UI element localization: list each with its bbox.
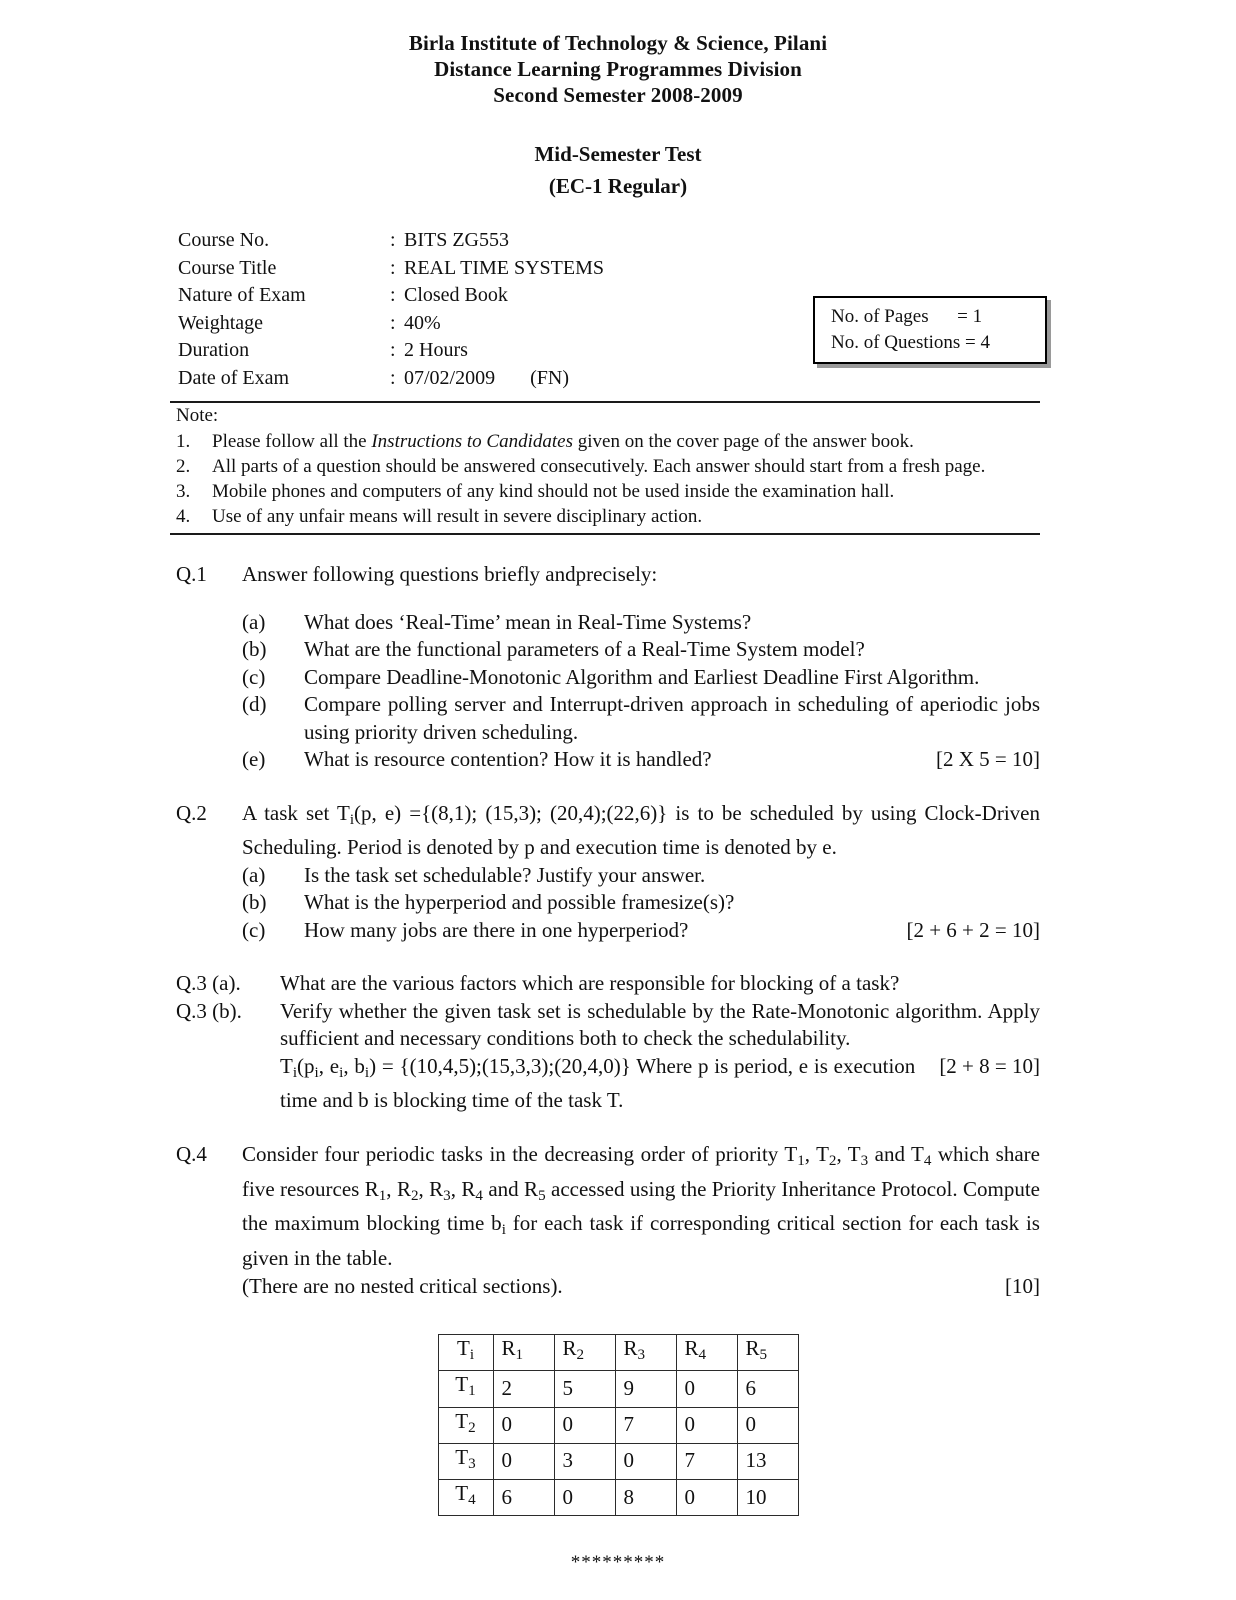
note-text-pre: Please follow all the bbox=[212, 431, 372, 452]
question-1-parts bbox=[176, 609, 1040, 774]
header-r5-sub: 5 bbox=[759, 1347, 768, 1364]
part-b-label: (b) bbox=[242, 890, 267, 915]
question-part bbox=[242, 889, 1040, 917]
q4-seg10: accessed using the Priority Inheritance Protocol. Compute the maximum blocking time b bbox=[242, 1176, 1040, 1236]
header-r1 bbox=[493, 1335, 554, 1371]
header-r4 bbox=[676, 1335, 737, 1371]
q4-seg9: and R bbox=[482, 1176, 539, 1201]
question-4-label: Q.4 bbox=[176, 1141, 207, 1166]
q4-seg4: and T bbox=[868, 1141, 924, 1166]
footer-asterisks: ********* bbox=[570, 1552, 666, 1574]
note-item bbox=[176, 454, 1040, 479]
duration-colon: : bbox=[390, 339, 396, 361]
question-row bbox=[176, 970, 1040, 998]
question-2-stem bbox=[242, 800, 1040, 862]
header-r3-base: R bbox=[623, 1336, 638, 1361]
q4-sub2: 2 bbox=[828, 1153, 837, 1170]
q4-seg8: , R bbox=[450, 1176, 476, 1201]
part-a-text: What does ‘Real-Time’ mean in Real-Time Systems? bbox=[304, 609, 752, 634]
course-info-section bbox=[0, 228, 1236, 393]
part-c-label-text: How many jobs are there in one hyperperiod? bbox=[304, 917, 689, 942]
cell-value: 8 bbox=[615, 1479, 676, 1515]
question-2-label: Q.2 bbox=[176, 800, 207, 825]
exam-title-block bbox=[0, 138, 1236, 202]
note-item-text: All parts of a question should be answered consecutively. Each answer should start from a fresh page. bbox=[212, 456, 986, 477]
part-a-label: (a) bbox=[242, 862, 266, 887]
question-1 bbox=[176, 561, 1040, 774]
header-r5-base: R bbox=[745, 1336, 760, 1361]
course-no-colon: : bbox=[390, 229, 396, 251]
formula-mid2: , b bbox=[343, 1053, 365, 1078]
note-item-number: 4. bbox=[176, 506, 191, 527]
note-item-text: Mobile phones and computers of any kind should not be used inside the examination hall. bbox=[212, 481, 895, 502]
blocking-time-table bbox=[438, 1334, 799, 1516]
cell-value: 0 bbox=[676, 1479, 737, 1515]
question-row bbox=[176, 1273, 1040, 1301]
spacer bbox=[0, 944, 1236, 970]
cell-value: 2 bbox=[493, 1371, 554, 1407]
question-2 bbox=[176, 800, 1040, 945]
course-info-row bbox=[178, 256, 604, 284]
no-of-pages-line: No. of Pages = 1 bbox=[831, 306, 983, 327]
course-info-row bbox=[178, 228, 604, 256]
part-c-label: (c) bbox=[242, 917, 266, 942]
spacer bbox=[176, 589, 1040, 609]
row-task-label bbox=[438, 1443, 493, 1479]
part-b-text: What is the hyperperiod and possible framesize(s)? bbox=[304, 890, 735, 915]
q4-sub10: i bbox=[501, 1222, 506, 1239]
table-row bbox=[438, 1443, 798, 1479]
question-row bbox=[176, 1053, 1040, 1115]
q2-stem-part-a: A task set T bbox=[242, 800, 350, 825]
question-1-label: Q.1 bbox=[176, 562, 207, 586]
question-row bbox=[176, 561, 1040, 589]
course-info-row bbox=[178, 283, 604, 311]
part-e-text bbox=[304, 746, 1040, 774]
q4-sub7: 3 bbox=[443, 1187, 451, 1204]
formula-p-sub: i bbox=[314, 1064, 319, 1081]
formula-mid1: , e bbox=[318, 1053, 340, 1078]
formula-b-sub: i bbox=[364, 1064, 370, 1081]
indent-cell bbox=[176, 862, 242, 945]
q4-sub8: 4 bbox=[475, 1187, 483, 1204]
cell-value: 10 bbox=[737, 1479, 798, 1515]
division-name: Distance Learning Programmes Division bbox=[434, 57, 802, 81]
course-no-label: Course No. bbox=[178, 229, 270, 251]
header-r1-sub: 1 bbox=[515, 1347, 524, 1364]
question-2-parts-cell bbox=[242, 862, 1040, 945]
indent-cell bbox=[176, 1273, 242, 1301]
cell-value: 0 bbox=[554, 1479, 615, 1515]
cell-value: 7 bbox=[615, 1407, 676, 1443]
part-a-label: (a) bbox=[242, 609, 266, 634]
part-b-text: What are the functional parameters of a Real-Time System model? bbox=[304, 637, 865, 661]
part-e-label: (e) bbox=[242, 747, 266, 771]
question-part bbox=[242, 691, 1040, 746]
spacer bbox=[0, 535, 1236, 561]
header-task-base: T bbox=[456, 1336, 470, 1361]
duration-label: Duration bbox=[178, 339, 250, 361]
part-c-label: (c) bbox=[242, 664, 266, 689]
question-4-row bbox=[176, 1141, 1040, 1300]
semester-line: Second Semester 2008-2009 bbox=[493, 83, 743, 107]
q4-seg11: for each task if corresponding critical section for each task is given in the table. bbox=[242, 1211, 1040, 1271]
q4-seg6: , R bbox=[386, 1176, 411, 1201]
question-3 bbox=[176, 970, 1040, 1115]
row-task-base: T bbox=[455, 1408, 469, 1433]
cell-value: 0 bbox=[676, 1407, 737, 1443]
note-list bbox=[176, 429, 1040, 529]
question-row bbox=[176, 862, 1040, 945]
note-item bbox=[176, 504, 1040, 529]
question-row bbox=[176, 998, 1040, 1053]
question-2-parts bbox=[176, 862, 1040, 945]
header-task-sub: i bbox=[469, 1347, 475, 1364]
header-r2-sub: 2 bbox=[576, 1347, 585, 1364]
question-3b-label: Q.3 (b). bbox=[176, 998, 242, 1023]
part-d-text: Compare polling server and Interrupt-driven approach in scheduling of aperiodic jobs using priority driven scheduling. bbox=[304, 692, 1040, 744]
nature-of-exam-label: Nature of Exam bbox=[178, 284, 306, 306]
note-section bbox=[176, 403, 1236, 529]
cell-value: 7 bbox=[676, 1443, 737, 1479]
question-4 bbox=[176, 1141, 1040, 1300]
date-of-exam-value: 07/02/2009 (FN) bbox=[404, 366, 569, 389]
question-row bbox=[176, 1141, 1040, 1273]
course-title-label: Course Title bbox=[178, 256, 277, 279]
cell-value: 0 bbox=[676, 1371, 737, 1407]
question-3a-label: Q.3 (a). bbox=[176, 971, 241, 996]
question-row bbox=[176, 609, 1040, 774]
cell-value: 0 bbox=[493, 1407, 554, 1443]
table-row bbox=[438, 1479, 798, 1515]
q4-seg7: , R bbox=[418, 1176, 444, 1201]
spacer bbox=[0, 774, 1236, 800]
row-task-base: T bbox=[455, 1372, 469, 1397]
header-r4-base: R bbox=[684, 1336, 699, 1361]
nature-of-exam-colon: : bbox=[390, 284, 396, 306]
question-1-stem: Answer following questions briefly andprecisely: bbox=[242, 562, 658, 586]
weightage-colon: : bbox=[390, 311, 396, 334]
q4-sub3: 3 bbox=[860, 1153, 869, 1170]
question-3a-text: What are the various factors which are responsible for blocking of a task? bbox=[280, 971, 900, 996]
indent-cell bbox=[176, 1053, 280, 1115]
q2-stem-part-b: (p, e) ={(8,1); (15,3); (20,4);(22,6)} is to be scheduled by using Clock-Driven Scheduling. Period is denoted by p and execution time is denoted by e. bbox=[242, 800, 1040, 860]
duration-value: 2 Hours bbox=[404, 339, 468, 361]
part-d-label: (d) bbox=[242, 692, 267, 716]
header-r2 bbox=[554, 1335, 615, 1371]
question-1-parts-table bbox=[242, 609, 1040, 774]
note-item-number: 2. bbox=[176, 456, 191, 477]
question-3b-text: Verify whether the given task set is schedulable by the Rate-Monotonic algorithm. Apply sufficient and necessary conditions both to check the schedulability. bbox=[280, 998, 1040, 1051]
header-r3 bbox=[615, 1335, 676, 1371]
course-info-row bbox=[178, 366, 604, 394]
no-of-questions-line: No. of Questions = 4 bbox=[831, 332, 991, 353]
row-task-base: T bbox=[455, 1480, 469, 1505]
q4-seg5: which share five resources R bbox=[242, 1141, 1040, 1201]
row-task-label bbox=[438, 1371, 493, 1407]
note-item-text bbox=[212, 429, 1040, 454]
question-part bbox=[242, 746, 1040, 774]
formula-close: ) = {(10,4,5);(15,3,3);(20,4,0)} Where p is period, e is execution time and b is blocking time of the task T. bbox=[280, 1053, 916, 1113]
header-r1-base: R bbox=[501, 1336, 516, 1361]
question-4-line2 bbox=[242, 1273, 1040, 1301]
institute-header bbox=[0, 0, 1236, 108]
q4-sub9: 5 bbox=[538, 1187, 546, 1204]
part-e-label-text: What is resource contention? How it is handled? bbox=[304, 747, 712, 771]
course-info-table bbox=[178, 228, 604, 393]
question-2-stem-row bbox=[176, 800, 1040, 862]
cell-value: 5 bbox=[554, 1371, 615, 1407]
note-item bbox=[176, 479, 1040, 504]
note-text-italic: Instructions to Candidates bbox=[371, 431, 573, 452]
cell-value: 6 bbox=[493, 1479, 554, 1515]
table-header-row bbox=[438, 1335, 798, 1371]
question-part bbox=[242, 609, 1040, 637]
course-title-value: REAL TIME SYSTEMS bbox=[404, 256, 605, 279]
table-row bbox=[438, 1407, 798, 1443]
question-3-marks: [2 + 8 = 10] bbox=[939, 1053, 1040, 1078]
question-part bbox=[242, 917, 1040, 945]
row-task-label bbox=[438, 1407, 493, 1443]
question-1-marks: [2 X 5 = 10] bbox=[936, 747, 1040, 771]
question-2-marks: [2 + 6 + 2 = 10] bbox=[906, 917, 1040, 942]
indent-cell bbox=[176, 609, 242, 774]
question-row bbox=[176, 800, 1040, 862]
course-title-colon: : bbox=[390, 256, 396, 279]
header-r3-sub: 3 bbox=[637, 1347, 646, 1364]
cell-value: 9 bbox=[615, 1371, 676, 1407]
cell-value: 0 bbox=[615, 1443, 676, 1479]
note-item-number: 3. bbox=[176, 481, 191, 502]
weightage-value: 40% bbox=[404, 311, 441, 334]
q4-sub6: 2 bbox=[410, 1187, 419, 1204]
row-task-base: T bbox=[455, 1444, 469, 1469]
row-task-sub: 2 bbox=[468, 1419, 476, 1436]
pages-questions-box bbox=[813, 296, 1047, 364]
formula-open: (p bbox=[297, 1053, 315, 1078]
note-item bbox=[176, 429, 1040, 454]
q4-seg3: , T bbox=[836, 1141, 861, 1166]
question-2-parts-table bbox=[242, 862, 1040, 945]
part-c-text: Compare Deadline-Monotonic Algorithm and Earliest Deadline First Algorithm. bbox=[304, 664, 980, 689]
q4-sub1: 1 bbox=[797, 1153, 805, 1170]
course-info-row bbox=[178, 338, 604, 366]
header-task bbox=[438, 1335, 493, 1371]
question-4-marks: [10] bbox=[1005, 1273, 1040, 1298]
blocking-table-wrap bbox=[0, 1334, 1236, 1516]
weightage-label: Weightage bbox=[178, 311, 264, 334]
cell-value: 13 bbox=[737, 1443, 798, 1479]
institute-name: Birla Institute of Technology & Science, Pilani bbox=[408, 31, 828, 55]
note-item-text: Use of any unfair means will result in severe disciplinary action. bbox=[212, 506, 703, 527]
course-no-value: BITS ZG553 bbox=[404, 229, 509, 251]
question-3a-row bbox=[176, 970, 1040, 1115]
course-info-row bbox=[178, 311, 604, 339]
part-a-text: Is the task set schedulable? Justify your answer. bbox=[304, 862, 706, 887]
table-row bbox=[438, 1371, 798, 1407]
row-task-sub: 1 bbox=[468, 1383, 476, 1400]
header-r4-sub: 4 bbox=[698, 1347, 707, 1364]
question-3b-formula bbox=[280, 1053, 1040, 1115]
cell-value: 0 bbox=[554, 1407, 615, 1443]
cell-value: 3 bbox=[554, 1443, 615, 1479]
formula-t: T bbox=[280, 1053, 293, 1078]
spacer bbox=[0, 1115, 1236, 1141]
date-of-exam-label: Date of Exam bbox=[178, 366, 290, 389]
q2-stem-subscript: i bbox=[349, 811, 355, 828]
formula-e-sub: i bbox=[339, 1064, 344, 1081]
header-r5 bbox=[737, 1335, 798, 1371]
row-task-sub: 4 bbox=[468, 1492, 476, 1509]
cell-value: 0 bbox=[493, 1443, 554, 1479]
cell-value: 6 bbox=[737, 1371, 798, 1407]
part-c-text bbox=[304, 917, 1040, 945]
question-4-text bbox=[242, 1141, 1040, 1273]
formula-t-sub: i bbox=[292, 1064, 298, 1081]
exam-title: Mid-Semester Test bbox=[534, 142, 702, 166]
part-b-label: (b) bbox=[242, 637, 267, 661]
note-item-number: 1. bbox=[176, 431, 191, 452]
q4-seg1: Consider four periodic tasks in the decreasing order of priority T bbox=[242, 1141, 798, 1166]
question-1-parts-cell bbox=[242, 609, 1040, 774]
q4-seg2: , T bbox=[804, 1141, 829, 1166]
question-part bbox=[242, 636, 1040, 664]
row-task-sub: 3 bbox=[468, 1455, 476, 1472]
q4-sub4: 4 bbox=[923, 1153, 932, 1170]
question-4-line2-text: (There are no nested critical sections). bbox=[242, 1273, 563, 1298]
question-1-stem-row bbox=[176, 561, 1040, 589]
question-part bbox=[242, 664, 1040, 692]
q4-sub5: 1 bbox=[378, 1187, 387, 1204]
note-text-post: given on the cover page of the answer book. bbox=[572, 431, 914, 452]
date-of-exam-colon: : bbox=[390, 366, 396, 389]
exam-subtitle: (EC-1 Regular) bbox=[548, 174, 688, 198]
question-part bbox=[242, 862, 1040, 890]
note-title: Note: bbox=[176, 405, 219, 426]
nature-of-exam-value: Closed Book bbox=[404, 284, 508, 306]
cell-value: 0 bbox=[737, 1407, 798, 1443]
header-r2-base: R bbox=[562, 1336, 577, 1361]
row-task-label bbox=[438, 1479, 493, 1515]
